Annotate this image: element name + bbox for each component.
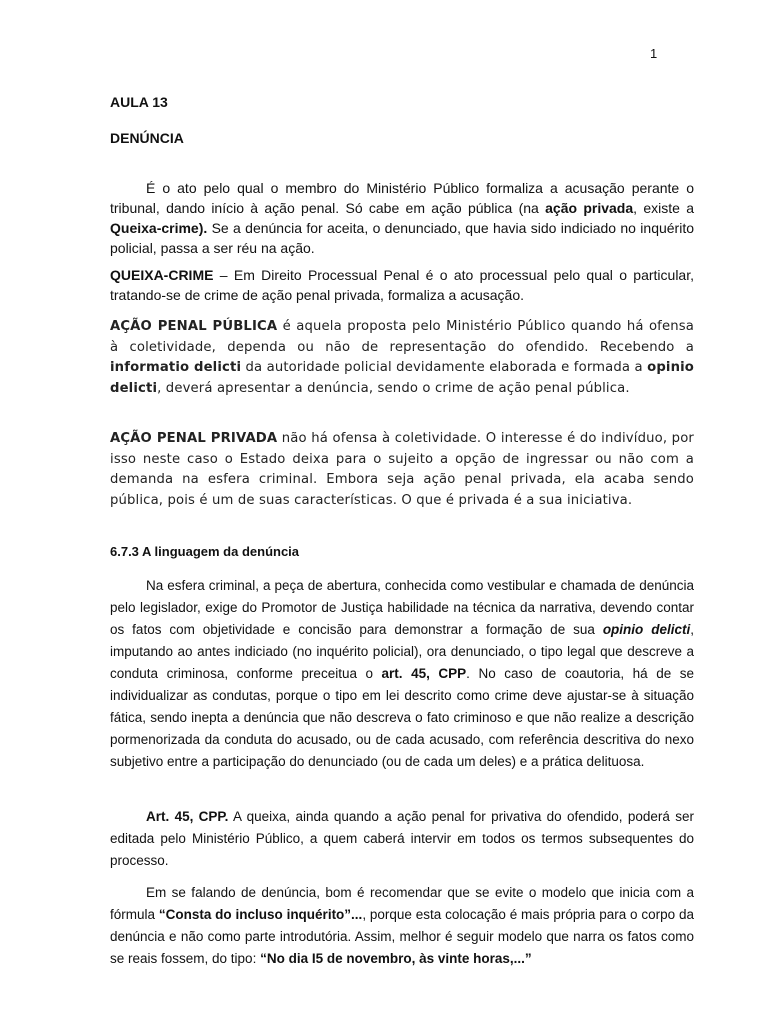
paragraph-art-45: Art. 45, CPP. A queixa, ainda quando a ação penal for privativa do ofendido, poderá ser editada pelo Ministério Público, a quem caberá intervir em todos os termos subsequentes do processo. bbox=[110, 809, 694, 868]
lesson-title: AULA 13 bbox=[110, 94, 168, 110]
section-title: DENÚNCIA bbox=[110, 130, 184, 146]
subsection-title: 6.7.3 A linguagem da denúncia bbox=[110, 544, 300, 559]
paragraph-modelo-denuncia: Em se falando de denúncia, bom é recomendar que se evite o modelo que inicia com a fórmula “Consta do incluso inquérito”..., porque esta colocação é mais própria para o corpo da denúncia e não como parte introdutória. Assim, melhor é seguir modelo que narra os fatos como se reais fossem, do tipo: “No dia I5 de novembro, às vinte horas,...” bbox=[110, 885, 694, 966]
page-number: 1 bbox=[650, 46, 658, 61]
paragraph-acao-penal-privada: AÇÃO PENAL PRIVADA não há ofensa à coletividade. O interesse é do indivíduo, por isso neste caso o Estado deixa para o sujeito a opção de ingressar ou não com a demanda na esfera criminal. Embora seja ação penal privada, ela acaba sendo pública, pois é um de suas características. O que é privada é a sua iniciativa. bbox=[110, 431, 694, 508]
paragraph-linguagem-denuncia: Na esfera criminal, a peça de abertura, conhecida como vestibular e chamada de denúncia pelo legislador, exige do Promotor de Justiça habilidade na técnica da narrativa, devendo contar os fatos com objetividade e concisão para demonstrar a formação de sua opinio delicti, imputando ao antes indiciado (no inquérito policial), ora denunciado, o tipo legal que descreve a conduta criminosa, conforme preceitua o art. 45, CPP. No caso de coautoria, há de se individualizar as condutas, porque o tipo em lei descrito como crime deve ajustar-se à situação fática, sendo inepta a denúncia que não descreva o fato criminoso e que não realize a descrição pormenorizada da conduta do acusado, ou de cada acusado, com referência descritiva do nexo subjetivo entre a participação do denunciado (ou de cada um deles) e a prática delituosa. bbox=[110, 578, 694, 769]
paragraph-acao-penal-publica: AÇÃO PENAL PÚBLICA é aquela proposta pelo Ministério Público quando há ofensa à coletividade, dependa ou não de representação do ofendido. Recebendo a informatio delicti da autoridade policial devidamente elaborada e formada a opinio delicti, deverá apresentar a denúncia, sendo o crime de ação penal pública. bbox=[110, 319, 694, 396]
paragraph-definition: É o ato pelo qual o membro do Ministério Público formaliza a acusação perante o tribunal, dando início à ação penal. Só cabe em ação pública (na ação privada, existe a Queixa-crime). Se a denúncia for aceita, o denunciado, que havia sido indiciado no inquérito policial, passa a ser réu na ação. bbox=[110, 180, 694, 256]
paragraph-queixa-crime: QUEIXA-CRIME – Em Direito Processual Penal é o ato processual pelo qual o particular, tratando-se de crime de ação penal privada, formaliza a acusação. bbox=[110, 267, 694, 303]
